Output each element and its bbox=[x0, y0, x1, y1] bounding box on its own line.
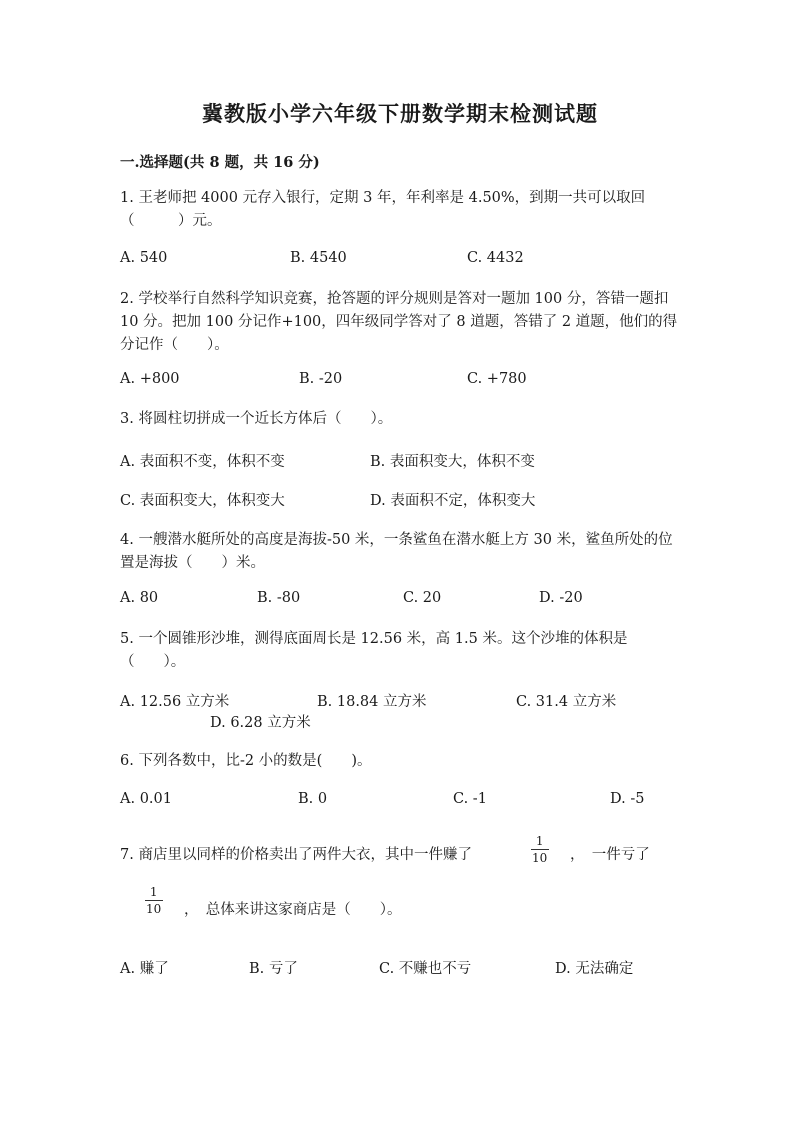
question-1-stem: 1. 王老师把 4000 元存入银行，定期 3 年，年利率是 4.50%，到期一共可以取回（ ）元。 bbox=[120, 190, 646, 229]
q4-option-a[interactable]: A. 80 bbox=[120, 590, 159, 606]
section-header: 一.选择题(共 8 题，共 16 分) bbox=[120, 154, 320, 171]
q7-option-a[interactable]: A. 赚了 bbox=[120, 961, 169, 977]
q3-option-a[interactable]: A. 表面积不变，体积不变 bbox=[120, 454, 285, 470]
q4-option-d[interactable]: D. -20 bbox=[539, 590, 583, 606]
q6-option-a[interactable]: A. 0.01 bbox=[120, 791, 172, 807]
q6-option-b[interactable]: B. 0 bbox=[298, 791, 328, 807]
q2-option-b[interactable]: B. -20 bbox=[299, 371, 343, 387]
q2-option-c[interactable]: C. +780 bbox=[467, 371, 527, 387]
fraction-one-tenth bbox=[144, 885, 163, 916]
q6-option-c[interactable]: C. -1 bbox=[453, 791, 487, 807]
page-title: 冀教版小学六年级下册数学期末检测试题 bbox=[202, 101, 598, 126]
question-7-stem-part3: ， 总体来讲这家商店是（ ）。 bbox=[184, 902, 402, 918]
question-6-stem: 6. 下列各数中，比-2 小的数是( )。 bbox=[120, 753, 372, 769]
q4-option-c[interactable]: C. 20 bbox=[403, 590, 442, 606]
q5-option-d[interactable]: D. 6.28 立方米 bbox=[210, 715, 311, 731]
q7-option-c[interactable]: C. 不赚也不亏 bbox=[379, 961, 472, 977]
fraction-denominator: 10 bbox=[532, 851, 548, 865]
q6-option-d[interactable]: D. -5 bbox=[610, 791, 645, 807]
fraction-denominator: 10 bbox=[146, 902, 162, 916]
q1-option-c[interactable]: C. 4432 bbox=[467, 250, 524, 266]
fraction-numerator: 1 bbox=[535, 834, 544, 848]
q2-option-a[interactable]: A. +800 bbox=[120, 371, 180, 387]
fraction-bar bbox=[531, 849, 549, 850]
q7-option-b[interactable]: B. 亏了 bbox=[249, 961, 298, 977]
fraction-numerator: 1 bbox=[149, 885, 158, 899]
q4-option-b[interactable]: B. -80 bbox=[257, 590, 301, 606]
question-7-stem-part2: ， 一件亏了 bbox=[570, 847, 650, 863]
q7-option-d[interactable]: D. 无法确定 bbox=[555, 961, 634, 977]
fraction-one-tenth bbox=[530, 834, 549, 865]
q5-option-a[interactable]: A. 12.56 立方米 bbox=[120, 694, 230, 710]
question-5-stem: 5. 一个圆锥形沙堆，测得底面周长是 12.56 米，高 1.5 米。这个沙堆的体积是（ ）。 bbox=[120, 631, 628, 670]
q1-option-b[interactable]: B. 4540 bbox=[290, 250, 347, 266]
q1-option-a[interactable]: A. 540 bbox=[120, 250, 168, 266]
question-2-stem: 2. 学校举行自然科学知识竞赛，抢答题的评分规则是答对一题加 100 分，答错一题扣 10 分。把加 100 分记作+100，四年级同学答对了 8 道题，答错了 2 道题，他们的得分记作（ ）。 bbox=[120, 291, 678, 353]
q5-option-b[interactable]: B. 18.84 立方米 bbox=[317, 694, 427, 710]
q3-option-c[interactable]: C. 表面积变大，体积变大 bbox=[120, 493, 285, 509]
q3-option-b[interactable]: B. 表面积变大，体积不变 bbox=[370, 454, 535, 470]
fraction-bar bbox=[145, 900, 163, 901]
q5-option-c[interactable]: C. 31.4 立方米 bbox=[516, 694, 617, 710]
q3-option-d[interactable]: D. 表面积不定，体积变大 bbox=[370, 493, 536, 509]
question-4-stem: 4. 一艘潜水艇所处的高度是海拔-50 米，一条鲨鱼在潜水艇上方 30 米，鲨鱼所处的位置是海拔（ ）米。 bbox=[120, 532, 673, 571]
question-3-stem: 3. 将圆柱切拼成一个近长方体后（ ）。 bbox=[120, 411, 393, 427]
question-7-stem-part1: 7. 商店里以同样的价格卖出了两件大衣，其中一件赚了 bbox=[120, 847, 472, 863]
